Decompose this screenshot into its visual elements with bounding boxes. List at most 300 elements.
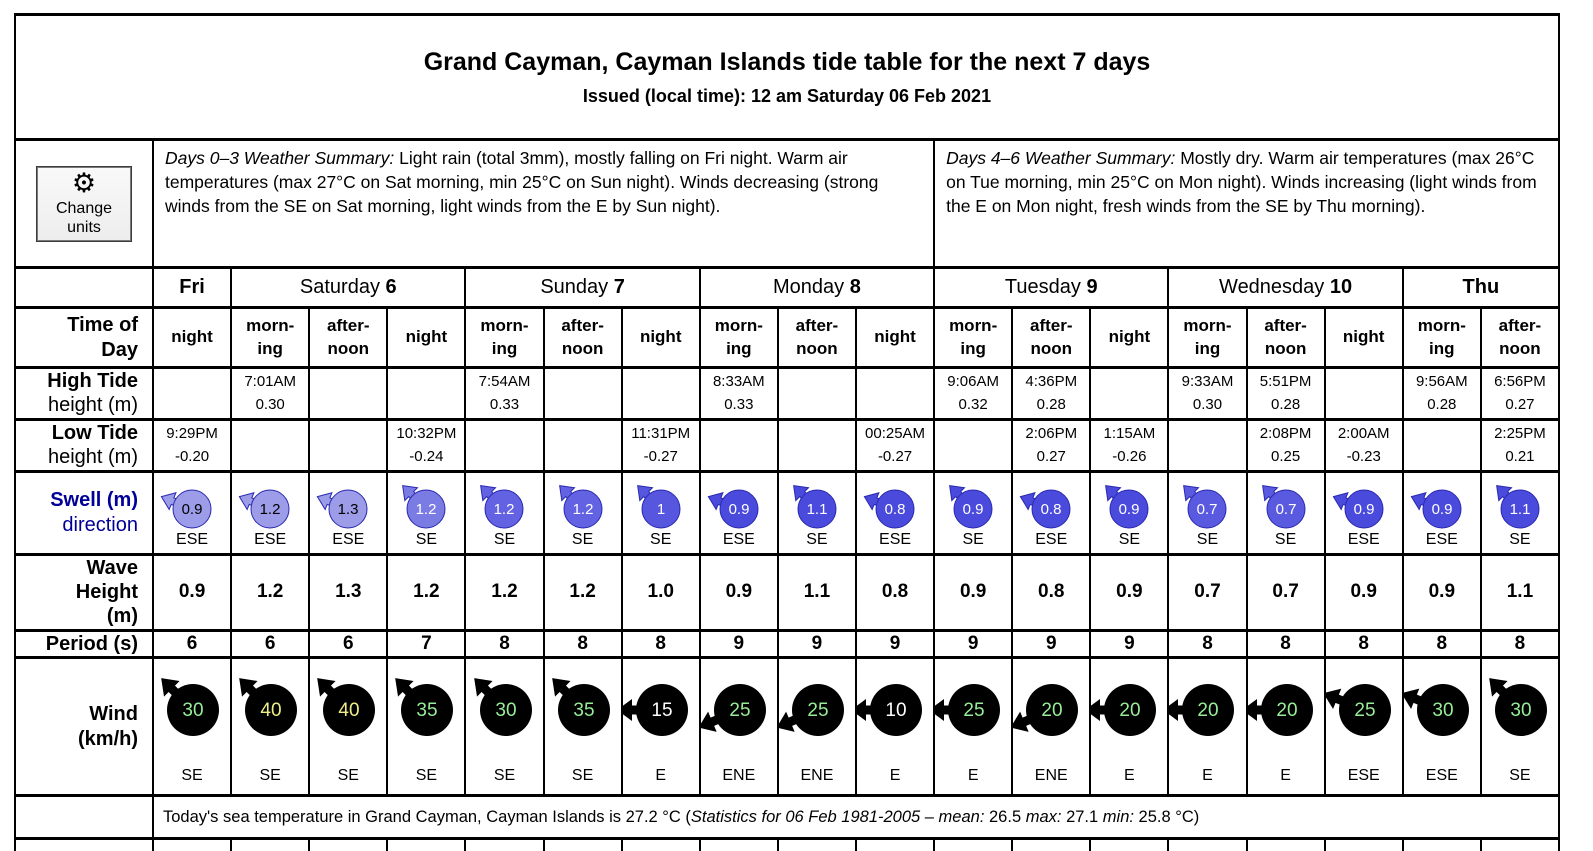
time-of-day-sun-afternoon: after- noon [544,308,622,368]
svg-text:1.2: 1.2 [572,500,594,518]
low-tide-cell-fri-night [153,419,231,471]
partial-cell-15 [1325,839,1403,851]
partial-cell-9 [856,839,934,851]
high-tide-cell-tue-afternoon [1012,368,1090,420]
partial-cell-14 [1247,839,1325,851]
day-header-spacer-cell [15,268,153,308]
tide-height: -0.23 [1346,447,1381,465]
svg-text:30: 30 [1432,700,1454,722]
swell-cell-fri-night [153,471,231,554]
partial-cell-3 [387,839,465,851]
swell-direction-label: ESE [332,530,365,548]
sea-temperature-segment: 25.8 °C) [1133,807,1200,826]
wind-cell-wed-morning [1168,658,1246,796]
wind-direction-label: SE [337,767,359,785]
swell-arrow-icon [237,475,303,531]
tide-height: 0.30 [255,396,285,413]
wind-arrow-icon [778,662,856,742]
sea-temperature-segment: max: [1025,807,1062,826]
wind-direction-label: E [967,767,979,785]
low-tide-row [15,419,1559,471]
wave-height-cell-sun-afternoon: 1.2 [544,554,622,630]
sea-temperature-segment: Statistics for 06 Feb 1981-2005 – mean: [690,807,985,826]
time-of-day-fri-night: night [153,308,231,368]
partial-cell-4 [465,839,543,851]
svg-text:30: 30 [1510,700,1532,722]
period-cell-mon-night: 9 [856,630,934,657]
period-cell-sun-morning: 8 [465,630,543,657]
tide-time: 7:54AM [478,373,531,390]
swell-arrow-icon [1409,475,1475,531]
wind-cell-tue-afternoon [1012,658,1090,796]
swell-cell-sun-afternoon [544,471,622,554]
swell-cell-tue-afternoon [1012,471,1090,554]
partial-bottom-row [15,839,1559,851]
svg-text:0.8: 0.8 [884,500,906,518]
wind-cell-sat-night [387,658,465,796]
time-of-day-sat-morning: morn- ing [231,308,309,368]
wind-cell-thu-morning [1403,658,1481,796]
tide-height: -0.20 [174,447,210,465]
period-cell-mon-afternoon: 9 [778,630,856,657]
low-tide-cell-sun-morning [465,419,543,471]
wind-cell-mon-afternoon [778,658,856,796]
period-cell-sat-afternoon: 6 [309,630,387,657]
change-units-label-line2: units [67,218,101,236]
wave-height-row [15,554,1559,630]
wind-cell-mon-morning [700,658,778,796]
swell-direction-label: SE [1274,530,1297,548]
wind-arrow-icon [1090,662,1168,742]
svg-text:0.8: 0.8 [1040,500,1062,518]
time-of-day-sat-afternoon: after- noon [309,308,387,368]
svg-text:20: 20 [1276,700,1298,722]
wave-height-cell-wed-morning: 0.7 [1168,554,1246,630]
tide-height: 0.28 [1270,396,1301,413]
wind-arrow-icon [387,662,465,742]
svg-text:0.9: 0.9 [728,500,750,518]
wave-height-cell-wed-afternoon: 0.7 [1247,554,1325,630]
high-tide-cell-sun-night [622,368,700,420]
svg-text:0.9: 0.9 [1118,500,1140,518]
tide-time: 1:15AM [1103,424,1156,442]
time-of-day-mon-night: night [856,308,934,368]
partial-cell-0 [153,839,231,851]
wave-height-cell-mon-afternoon: 1.1 [778,554,856,630]
high-tide-cell-tue-morning [934,368,1012,420]
wave-height-cell-fri-night: 0.9 [153,554,231,630]
tide-time: 2:06PM [1025,424,1078,442]
wind-arrow-icon [1168,662,1246,742]
swell-cell-wed-night [1325,471,1403,554]
period-cell-sun-afternoon: 8 [544,630,622,657]
svg-text:0.7: 0.7 [1197,500,1218,518]
swell-arrow-icon [1253,475,1319,531]
summary-days-4-6-label: Days 4–6 Weather Summary: [946,148,1176,168]
time-of-day-label: Time of [67,314,138,337]
wind-direction-label: E [1202,767,1213,785]
wind-label-cell: Wind (km/h) [15,658,153,796]
time-of-day-sun-night: night [622,308,700,368]
wind-arrow-icon [622,662,700,742]
period-cell-sun-night: 8 [622,630,700,657]
sea-temperature-segment: min: [1102,807,1134,826]
wind-arrow-icon [231,662,309,742]
svg-text:0.9: 0.9 [181,500,203,518]
change-units-button[interactable] [37,167,131,241]
swell-cell-thu-afternoon [1481,471,1559,554]
period-cell-tue-night: 9 [1090,630,1168,657]
svg-text:1.3: 1.3 [337,500,359,518]
swell-cell-sun-night [622,471,700,554]
period-cell-mon-morning: 9 [700,630,778,657]
svg-text:1.2: 1.2 [494,500,515,518]
wind-cell-mon-night [856,658,934,796]
swell-arrow-icon [1487,475,1553,531]
wave-height-cell-mon-morning: 0.9 [700,554,778,630]
svg-text:25: 25 [963,700,985,722]
high-tide-cell-mon-night [856,368,934,420]
swell-cell-mon-night [856,471,934,554]
wind-cell-wed-night [1325,658,1403,796]
wind-cell-tue-night [1090,658,1168,796]
low-tide-cell-sat-afternoon [309,419,387,471]
wind-direction-label: SE [571,767,594,785]
time-of-day-thu-morning: morn- ing [1403,308,1481,368]
wind-direction-label: ENE [800,767,834,785]
svg-text:0.9: 0.9 [1431,500,1453,518]
svg-text:1.2: 1.2 [259,500,281,518]
wind-direction-label: ESE [1425,767,1458,785]
time-of-day-label-cell: Time of Day [15,308,153,368]
low-tide-cell-mon-night [856,419,934,471]
issued-subtitle: Issued (local time): 12 am Saturday 06 Feb 2021 [582,85,992,106]
tide-time: 10:32PM [396,424,457,442]
svg-text:40: 40 [260,700,282,722]
wind-cell-sat-afternoon [309,658,387,796]
day-header-tuesday: Tuesday 9 [934,268,1168,308]
tide-height: 0.27 [1505,396,1535,413]
high-tide-cell-wed-night [1325,368,1403,420]
svg-text:1.2: 1.2 [415,500,437,518]
change-units-cell [15,140,153,268]
wind-arrow-icon [309,662,387,742]
low-tide-cell-sun-night [622,419,700,471]
wave-height-label: Wave [86,556,138,579]
time-of-day-row [15,308,1559,368]
svg-text:1.1: 1.1 [1509,500,1531,518]
wind-cell-wed-afternoon [1247,658,1325,796]
svg-text:25: 25 [729,700,751,722]
wind-arrow-icon [1247,662,1325,742]
tide-time: 6:56PM [1494,373,1546,390]
svg-text:30: 30 [182,700,204,722]
swell-direction-label: ESE [254,530,287,548]
low-tide-cell-tue-afternoon [1012,419,1090,471]
wind-cell-thu-afternoon [1481,658,1559,796]
time-of-day-wed-afternoon: after- noon [1247,308,1325,368]
high-tide-cell-wed-morning [1168,368,1246,420]
swell-cell-sat-morning [231,471,309,554]
swell-arrow-icon [706,475,772,531]
wind-direction-label: E [1124,767,1135,785]
day-header-sunday: Sunday 7 [465,268,699,308]
wind-direction-label: ENE [1034,767,1068,785]
swell-arrow-icon [940,475,1006,531]
partial-cell-6 [622,839,700,851]
wind-arrow-icon [1012,662,1090,742]
swell-arrow-icon [471,475,537,531]
summary-days-4-6-text: Mostly dry. Warm air temperatures (max 26°C on Tue morning, min 25°C on Mon night). Winds increasing (light winds from the E on Mon night, fresh winds from the SE by Thu morning). [946,148,1537,216]
period-label: Period (s) [45,632,138,655]
low-tide-cell-wed-morning [1168,419,1246,471]
low-tide-cell-tue-morning [934,419,1012,471]
wind-direction-label: SE [493,767,516,785]
partial-cell-16 [1403,839,1481,851]
swell-cell-mon-afternoon [778,471,856,554]
swell-direction-label: SE [962,530,984,548]
swell-direction-label: ESE [1035,530,1068,548]
high-tide-label: High Tide [47,370,138,392]
high-tide-cell-fri-night [153,368,231,420]
period-label-cell [15,630,153,657]
swell-arrow-icon [393,475,459,531]
swell-cell-mon-morning [700,471,778,554]
wind-direction-label: E [1280,767,1291,785]
wave-height-cell-sun-night: 1.0 [622,554,700,630]
partial-cell-2 [309,839,387,851]
swell-direction-label: SE [1196,530,1219,548]
swell-direction-label: ESE [1425,530,1458,548]
partial-cell-10 [934,839,1012,851]
tide-time: 8:33AM [712,373,765,390]
wave-height-label-cell: Wave Height (m) [15,554,153,630]
tide-height: 0.28 [1036,396,1066,413]
swell-direction-label: SE [1118,530,1141,548]
sea-temperature-segment: 27.1 [1061,807,1103,826]
period-cell-sat-night: 7 [387,630,465,657]
period-cell-thu-afternoon: 8 [1481,630,1559,657]
period-cell-tue-morning: 9 [934,630,1012,657]
tide-height: 0.30 [1192,396,1223,413]
svg-text:25: 25 [807,700,829,722]
high-tide-cell-thu-morning [1403,368,1481,420]
swell-arrow-icon [1331,475,1397,531]
tide-time: 9:56AM [1415,373,1468,390]
wind-arrow-icon [1481,662,1559,742]
swell-direction-label: ESE [722,530,755,548]
svg-text:0.9: 0.9 [962,500,984,518]
svg-text:35: 35 [573,700,595,722]
summary-days-0-3-text: Light rain (total 3mm), mostly falling on Fri night. Warm air temperatures (max 27°C on Sat morning, min 25°C on Sun night). Winds decreasing (strong winds from the SE on Sat morning, light winds from the E by Sun night). [165,148,879,216]
high-tide-cell-sat-morning [231,368,309,420]
gear-icon: ⚙ [71,168,97,199]
wind-direction-label: E [655,767,667,785]
svg-text:20: 20 [1119,700,1141,722]
tide-time: 4:36PM [1025,373,1078,390]
swell-arrow-icon [1096,475,1162,531]
swell-cell-sat-afternoon [309,471,387,554]
partial-cell-8 [778,839,856,851]
swell-label-cell: Swell (m) direction [15,471,153,554]
wave-height-cell-thu-morning: 0.9 [1403,554,1481,630]
low-tide-cell-thu-afternoon [1481,419,1559,471]
sea-temperature-text [153,796,1559,839]
tide-height: 0.33 [724,396,754,413]
swell-direction-label: ESE [879,530,912,548]
low-tide-cell-mon-morning [700,419,778,471]
tide-time: 9:29PM [166,424,218,442]
change-units-label-line1: Change [55,200,113,218]
low-tide-cell-sat-morning [231,419,309,471]
day-header-monday: Monday 8 [700,268,934,308]
wind-arrow-icon [856,662,934,742]
wind-arrow-icon [544,662,622,742]
low-tide-label-cell: Low Tide height (m) [15,419,153,471]
period-cell-wed-morning: 8 [1168,630,1246,657]
svg-text:35: 35 [416,700,438,722]
tide-height: 0.32 [958,396,988,413]
time-of-day-thu-afternoon: after- noon [1481,308,1559,368]
swell-direction-label: SE [650,530,672,548]
partial-cell-5 [544,839,622,851]
tide-height: -0.27 [643,447,678,465]
wave-height-cell-sat-night: 1.2 [387,554,465,630]
day-header-thu: Thu [1403,268,1559,308]
time-of-day-sun-morning: morn- ing [465,308,543,368]
svg-text:30: 30 [494,700,517,722]
swell-arrow-icon [784,475,850,531]
tide-time: 9:06AM [947,373,999,390]
swell-cell-sun-morning [465,471,543,554]
time-of-day-wed-night: night [1325,308,1403,368]
partial-cell-11 [1012,839,1090,851]
svg-text:40: 40 [338,700,360,722]
partial-cell-1 [231,839,309,851]
wave-height-cell-mon-night: 0.8 [856,554,934,630]
wind-cell-sun-night [622,658,700,796]
svg-text:15: 15 [651,700,673,722]
day-header-row [15,268,1559,308]
partial-cell-7 [700,839,778,851]
swell-direction-label: SE [415,530,438,548]
time-of-day-wed-morning: morn- ing [1168,308,1246,368]
low-tide-cell-sun-afternoon [544,419,622,471]
day-header-saturday: Saturday 6 [231,268,465,308]
swell-cell-sat-night [387,471,465,554]
swell-cell-wed-morning [1168,471,1246,554]
partial-cell-12 [1090,839,1168,851]
swell-arrow-icon [159,475,225,531]
wind-arrow-icon [153,662,231,742]
wave-height-cell-sun-morning: 1.2 [465,554,543,630]
wind-direction-label: ESE [1347,767,1380,785]
swell-arrow-icon [315,475,381,531]
wind-cell-sun-morning [465,658,543,796]
swell-row [15,471,1559,554]
wave-height-cell-tue-night: 0.9 [1090,554,1168,630]
wind-cell-tue-morning [934,658,1012,796]
time-of-day-tue-morning: morn- ing [934,308,1012,368]
sea-temperature-segment: Today's sea temperature in Grand Cayman, Cayman Islands is 27.2 °C ( [163,807,691,826]
wind-arrow-icon [1325,662,1403,742]
swell-cell-wed-afternoon [1247,471,1325,554]
high-tide-cell-sun-morning [465,368,543,420]
tide-time: 2:00AM [1337,424,1390,442]
swell-arrow-icon [862,475,928,531]
weather-summary-days-4-6 [934,140,1559,268]
svg-text:20: 20 [1041,700,1063,722]
wind-cell-sat-morning [231,658,309,796]
high-tide-cell-wed-afternoon [1247,368,1325,420]
period-cell-fri-night: 6 [153,630,231,657]
svg-text:0.9: 0.9 [1353,500,1375,518]
wind-direction-label: ENE [722,767,756,785]
title-cell [15,15,1559,140]
swell-direction-label: ESE [176,530,209,548]
period-row [15,630,1559,657]
time-of-day-mon-morning: morn- ing [700,308,778,368]
partial-row-label-cell [15,839,153,851]
partial-cell-13 [1168,839,1246,851]
swell-direction-label: SE [1509,530,1531,548]
swell-cell-tue-night [1090,471,1168,554]
svg-text:1.1: 1.1 [806,500,828,518]
low-tide-cell-mon-afternoon [778,419,856,471]
svg-text:20: 20 [1197,700,1220,722]
tide-time: 7:01AM [244,373,297,390]
time-of-day-mon-afternoon: after- noon [778,308,856,368]
swell-direction-label: SE [493,530,516,548]
wave-height-cell-sat-morning: 1.2 [231,554,309,630]
wave-height-cell-tue-afternoon: 0.8 [1012,554,1090,630]
sea-temperature-row [15,796,1559,839]
tide-time: 11:31PM [631,424,691,442]
tide-time: 9:33AM [1181,373,1234,390]
day-header-wednesday: Wednesday 10 [1168,268,1402,308]
day-header-fri: Fri [153,268,231,308]
swell-arrow-icon [1174,475,1240,531]
swell-cell-tue-morning [934,471,1012,554]
wave-height-cell-tue-morning: 0.9 [934,554,1012,630]
svg-text:25: 25 [1354,700,1376,722]
wave-height-cell-sat-afternoon: 1.3 [309,554,387,630]
swell-arrow-icon [1018,475,1084,531]
wind-direction-label: SE [259,767,281,785]
sea-temperature-spacer-cell [15,796,153,839]
wind-direction-label: SE [1509,767,1531,785]
tide-time: 2:08PM [1259,424,1312,442]
period-cell-sat-morning: 6 [231,630,309,657]
sea-temperature-segment: 26.5 [984,807,1026,826]
swell-direction-label: ESE [1347,530,1380,548]
wind-direction-label: SE [181,767,203,785]
period-cell-wed-night: 8 [1325,630,1403,657]
wind-label: Wind [89,703,138,726]
swell-arrow-icon [628,475,694,531]
tide-height: -0.27 [877,447,913,465]
high-tide-label-cell: High Tide height (m) [15,368,153,420]
svg-text:10: 10 [885,700,907,722]
tide-height: 0.33 [489,396,520,413]
title-row [15,15,1559,140]
high-tide-cell-mon-afternoon [778,368,856,420]
high-tide-cell-sat-afternoon [309,368,387,420]
wave-height-cell-thu-afternoon: 1.1 [1481,554,1559,630]
time-of-day-sat-night: night [387,308,465,368]
low-tide-label: Low Tide [51,421,138,444]
swell-label: Swell (m) [50,489,138,512]
